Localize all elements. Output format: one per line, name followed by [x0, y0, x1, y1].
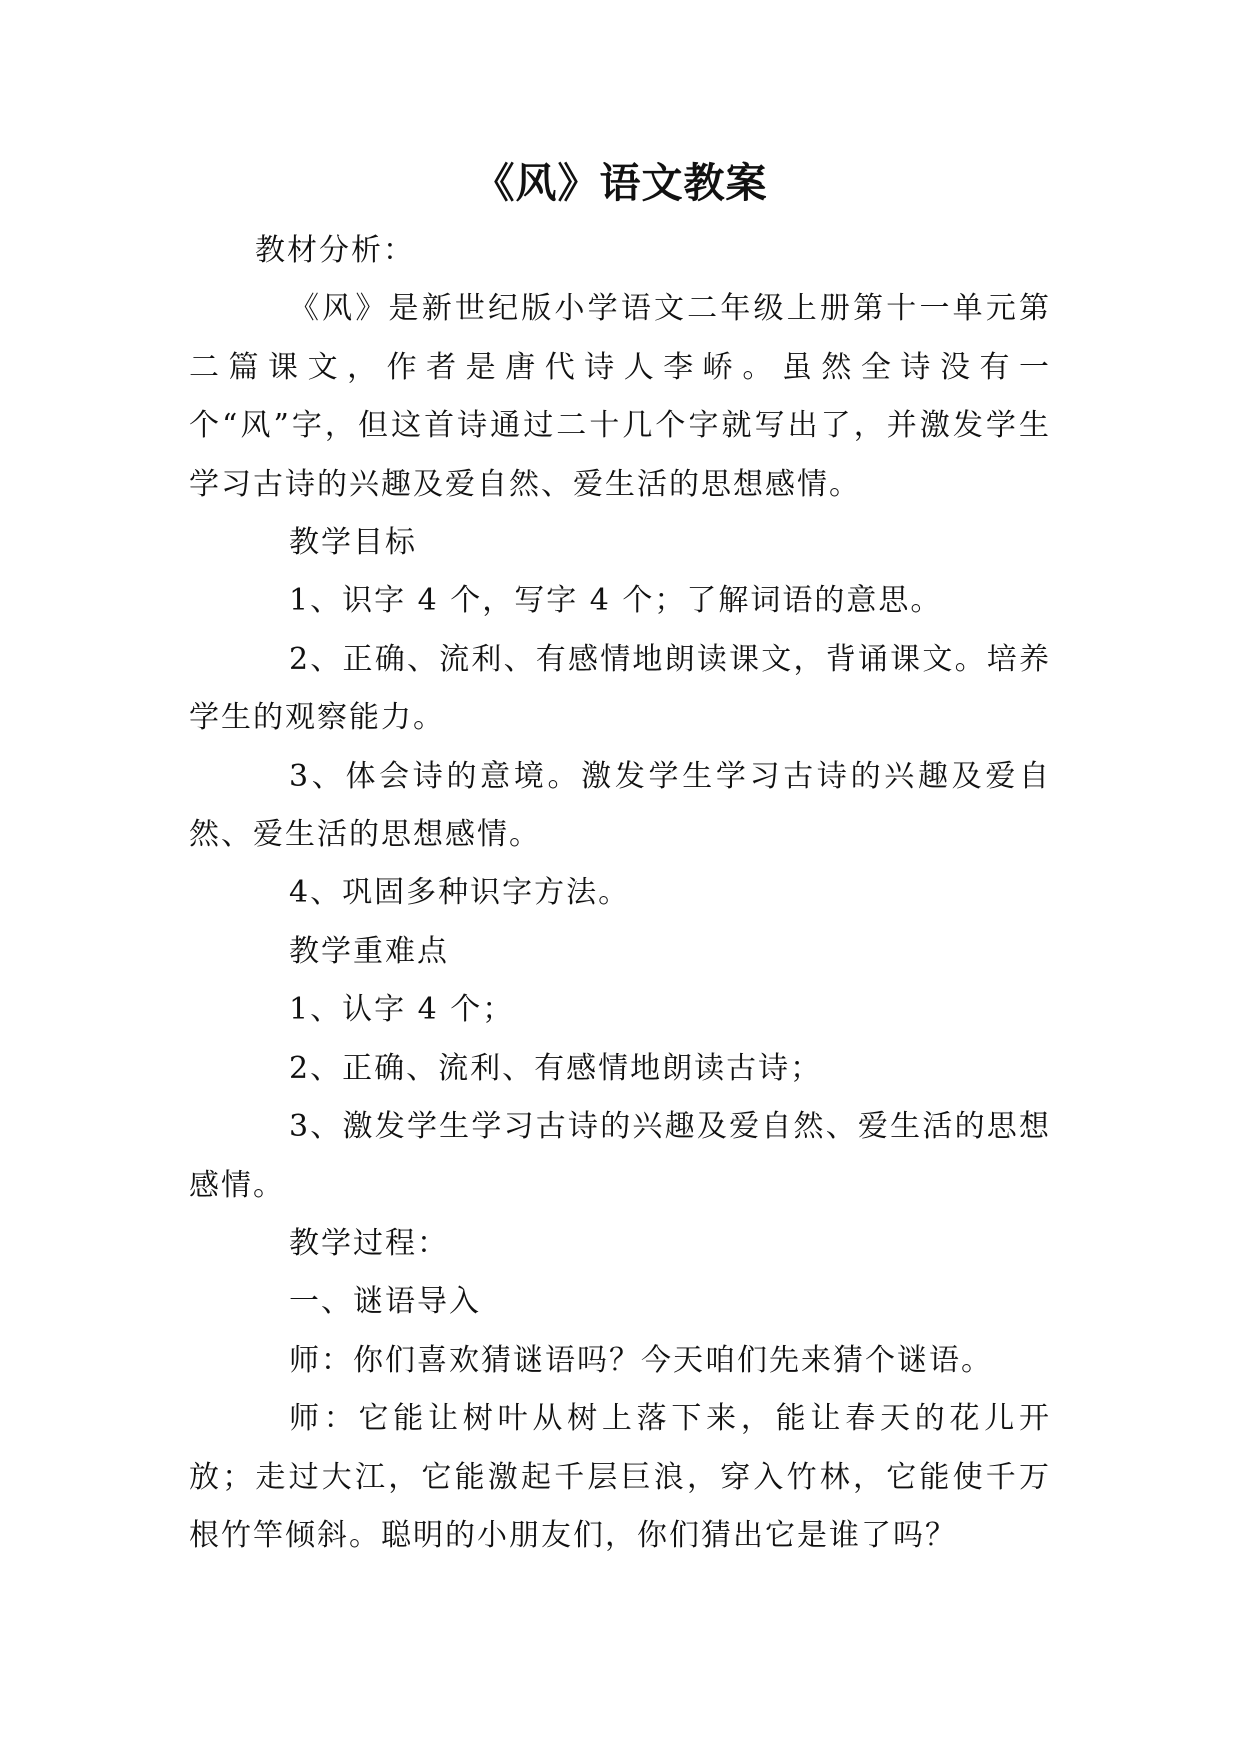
section-heading-objectives: 教学目标: [289, 525, 417, 561]
objective-item: 4、巩固多种识字方法。: [289, 875, 631, 911]
document-title: 《风》语文教案: [473, 159, 768, 207]
paragraph-materials: 《风》是新世纪版小学语文二年级上册第十一单元第二篇课文，作者是唐代诗人李峤。虽然全诗没有一个“风”字，但这首诗通过二十几个字就写出了，并激发学生学习古诗的兴趣及爱自然、爱生活的思想感情。: [189, 291, 1051, 502]
section-heading-key-points: 教学重难点: [289, 933, 449, 969]
teacher-line: 师：它能让树叶从树上落下来，能让春天的花儿开放；走过大江，它能激起千层巨浪，穿入竹林，它能使千万根竹竿倾斜。聪明的小朋友们，你们猜出它是谁了吗？: [189, 1401, 1051, 1553]
key-point-item: 2、正确、流利、有感情地朗读古诗；: [289, 1050, 823, 1086]
key-point-item: 3、激发学生学习古诗的兴趣及爱自然、爱生活的思想感情。: [189, 1109, 1051, 1203]
objective-item: 3、体会诗的意境。激发学生学习古诗的兴趣及爱自然、爱生活的思想感情。: [189, 758, 1051, 853]
key-point-item: 1、认字 4 个；: [289, 992, 515, 1028]
section-heading-materials: 教材分析：: [255, 233, 415, 268]
document-body: [189, 222, 1051, 1565]
section-heading-process: 教学过程：: [289, 1225, 449, 1261]
objective-item: 1、识字 4 个，写字 4 个；了解词语的意思。: [289, 583, 943, 619]
objective-item: 2、正确、流利、有感情地朗读课文，背诵课文。培养学生的观察能力。: [189, 641, 1051, 736]
teacher-line: 师：你们喜欢猜谜语吗？今天咱们先来猜个谜语。: [289, 1342, 993, 1378]
process-step-heading: 一、谜语导入: [289, 1284, 481, 1320]
